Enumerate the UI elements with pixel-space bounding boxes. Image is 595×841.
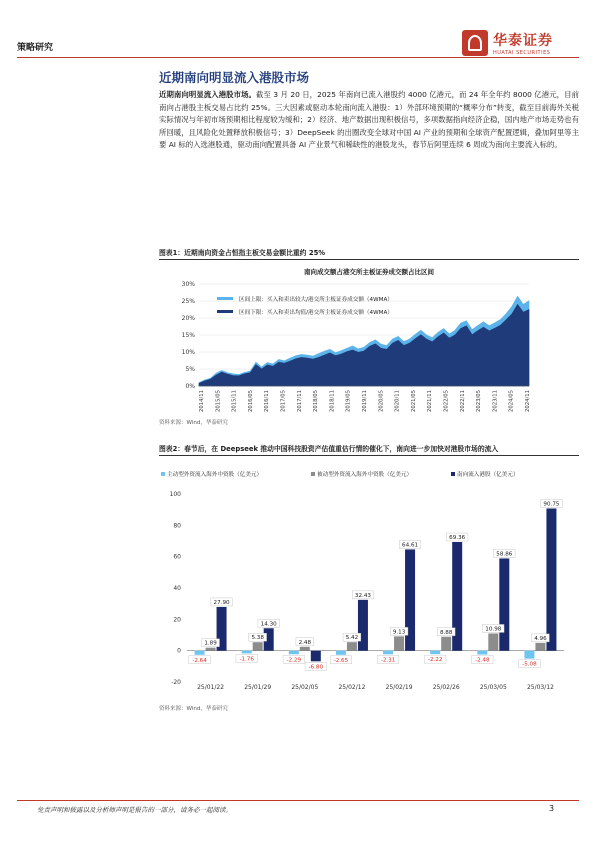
chart2-data-label: 69.36: [449, 535, 466, 542]
chart2-category-label: 25/02/19: [385, 684, 413, 691]
chart2-bar: [383, 651, 393, 655]
chart2-bar: [477, 651, 487, 655]
chart2-data-label: 32.43: [354, 592, 371, 599]
chart2-bar: [195, 651, 205, 655]
chart2-bar: [253, 642, 263, 650]
chart2-legend-swatch: [451, 472, 455, 476]
chart1-xtick-label: 2021/11: [427, 390, 434, 413]
chart2-data-label: 58.86: [496, 551, 513, 558]
chart1-xtick-label: 2024/11: [525, 390, 531, 413]
chart1-xtick-label: 2019/05: [345, 390, 352, 413]
chart2-data-label: 27.90: [213, 599, 230, 606]
paragraph-lead: 近期南向明显流入港股市场。: [159, 90, 257, 99]
chart2-ytick-label: 100: [169, 491, 181, 498]
chart1-title: 南向成交额占港交所主板证券成交额占比区间: [304, 268, 434, 276]
chart1-xtick-label: 2020/11: [394, 390, 401, 413]
chart1-ytick-label: 5%: [185, 366, 195, 373]
chart2-data-label: -6.80: [308, 664, 324, 671]
chart1-xtick-label: 2017/05: [280, 390, 287, 413]
chart2-bar: [336, 651, 346, 655]
chart2-data-label: -2.31: [380, 657, 396, 664]
chart2-data-label: -2.48: [475, 657, 490, 664]
chart1-xtick-label: 2021/05: [410, 390, 417, 413]
chart2-data-label: -2.29: [286, 657, 302, 664]
chart2-legend-swatch: [311, 472, 315, 476]
figure2-title: [159, 443, 579, 453]
chart2-bar: [488, 633, 498, 650]
chart2-data-label: -2.65: [333, 657, 349, 664]
chart1-xtick-label: 2022/11: [459, 390, 466, 413]
chart2-bar: [535, 643, 545, 651]
figure1-title: [159, 247, 325, 257]
chart1-legend-swatch: [217, 310, 233, 313]
chart1-ytick-label: 20%: [181, 315, 195, 322]
chart1-ytick-label: 30%: [181, 281, 195, 288]
chart2-data-label: 1.89: [204, 640, 217, 647]
chart1-xtick-label: 2019/11: [362, 390, 368, 413]
chart2-legend-swatch: [161, 472, 165, 476]
chart2-bar: [289, 651, 299, 655]
chart2-ytick-label: 0: [177, 647, 181, 655]
chart2-ytick-label: 80: [173, 522, 181, 530]
chart2-data-label: 5.38: [251, 635, 264, 642]
chart2-data-label: 2.48: [298, 639, 312, 646]
figure1-divider: [159, 259, 579, 260]
body-paragraph: [159, 89, 579, 152]
chart1-xtick-label: 2020/05: [378, 390, 385, 413]
chart2-legend-label: 被动型外资流入海外中资股（亿美元）: [317, 472, 413, 478]
chart2-legend-label: 主动型外资流入海外中资股（亿美元）: [167, 472, 263, 478]
chart1-legend-swatch: [217, 297, 233, 300]
figure1-label: 图表1：: [159, 249, 185, 257]
figure2-source: 资料来源：Wind，华泰研究: [159, 706, 228, 712]
chart1-ytick-label: 0%: [185, 383, 195, 390]
chart2-data-label: -5.08: [522, 661, 537, 668]
chart1-xtick-label: 2017/11: [296, 390, 303, 413]
chart2-category-label: 25/01/29: [244, 684, 272, 691]
chart2-bar: [524, 651, 534, 659]
chart2-data-label: -2.22: [427, 657, 443, 664]
chart1-legend-label: 区间下限：买入和卖出均值/港交所主板证券成交额（4WMA）: [239, 310, 393, 316]
figure2-chart: [159, 458, 579, 698]
huatai-logo-icon: [462, 30, 488, 56]
chart2-bar: [441, 637, 451, 651]
page-number: 3: [549, 804, 555, 813]
chart1-legend-label: 区间上限：买入和卖出较大/港交所主板证券成交额（4WMA）: [239, 297, 393, 303]
chart2-bar: [206, 648, 216, 651]
chart2-bar: [546, 508, 556, 650]
chart2-bar: [430, 651, 440, 654]
chart2-category-label: 25/01/22: [197, 684, 225, 691]
chart2-bar: [499, 558, 509, 650]
chart1-xtick-label: 2022/05: [443, 390, 450, 413]
chart1-xtick-label: 2023/05: [476, 390, 483, 413]
chart1-xtick-label: 2016/05: [247, 390, 254, 413]
figure1-source: 资料来源：Wind，华泰研究: [159, 420, 228, 426]
chart1-ytick-label: 15%: [181, 332, 195, 339]
chart1-xtick-label: 2016/11: [264, 390, 271, 413]
brand-name-cn: 华泰证券: [493, 33, 553, 49]
chart2-bar: [300, 647, 310, 651]
chart2-category-label: 25/03/12: [526, 684, 554, 691]
figure2-title-text: 春节后，在 Deepseek 推动中国科技股资产估值重估行情的催化下，南向进一步加快对港股市场的流入: [184, 445, 499, 453]
chart1-xtick-label: 2024/05: [508, 390, 515, 413]
chart2-data-label: -2.64: [192, 657, 207, 664]
chart2-category-label: 25/03/05: [479, 684, 507, 691]
chart2-ytick-label: 40: [173, 585, 181, 592]
footer-disclaimer: 免责声明和披露以及分析师声明是报告的一部分，请务必一起阅读。: [37, 806, 232, 814]
chart2-bar: [347, 642, 357, 650]
chart1-xtick-label: 2015/05: [215, 390, 222, 413]
chart2-bar: [358, 600, 368, 651]
report-category: 策略研究: [17, 43, 54, 53]
chart2-bar: [394, 636, 404, 650]
chart1-xtick-label: 2015/11: [231, 390, 238, 413]
chart2-bar: [311, 651, 321, 662]
chart2-data-label: 8.88: [439, 629, 453, 636]
chart2-data-label: 5.42: [345, 635, 359, 642]
chart1-xtick-label: 2018/11: [329, 390, 336, 413]
brand-name-en: HUATAI SECURITIES: [493, 50, 551, 56]
chart2-category-label: 25/02/05: [291, 684, 319, 691]
figure2-label: 图表2：: [159, 445, 185, 453]
figure1-title-text: 近期南向资金占恒指主板交易金额比重约 25%: [184, 249, 326, 257]
chart1-series-area-2: [199, 304, 529, 386]
figure2-divider: [159, 455, 579, 456]
chart2-data-label: 10.98: [485, 626, 502, 633]
chart2-data-label: 4.96: [534, 635, 547, 642]
chart2-ytick-label: 20: [173, 616, 181, 624]
chart1-ytick-label: 25%: [181, 298, 195, 305]
chart2-legend-label: 南向流入港股（亿美元）: [457, 472, 519, 478]
chart2-category-label: 25/02/12: [338, 684, 366, 691]
chart2-ytick-label: -20: [171, 679, 181, 686]
figure1-chart: [159, 262, 579, 414]
footer-divider: [17, 800, 579, 801]
chart1-xtick-label: 2014/11: [199, 390, 205, 413]
paragraph-text: 截至 3 月 20 日，2025 年南向已流入港股约 4000 亿港元，而 24 年全年约 8000 亿港元，目前南向占港股主板交易占比约 25%。三大因素或驱动本轮南向流入港股：1）外部环境预期的“概率分布”转变，截至目前海外关税实际情况与年初市场预期相比程度较为缓和；2）经济、地产数据出现积极信号，多项数据指向经济企稳，国内地产市场走势也有所回暖，且风险化处置释放积极信号；3）DeepSeek 的出圈改变全球对中国 AI 产业的预期和全球资产配置逻辑，叠加阿里等主要 AI 标的入选港股通，驱动南向配置具备 AI 产业景气和稀缺性的港股龙头，春节后阿里连续 6 周成为南向主要流入标的。: [159, 90, 579, 150]
chart2-ytick-label: 60: [173, 553, 181, 561]
chart2-data-label: 90.75: [543, 501, 560, 508]
header-divider: [17, 57, 579, 58]
chart2-data-label: 9.13: [392, 629, 406, 636]
chart1-xtick-label: 2023/11: [492, 390, 499, 413]
chart2-bar: [242, 651, 252, 654]
chart2-data-label: 14.30: [260, 621, 277, 628]
chart2-data-label: 64.61: [402, 542, 419, 549]
chart1-ytick-label: 10%: [181, 349, 195, 356]
brand-logo: [462, 30, 553, 56]
chart2-category-label: 25/02/26: [432, 684, 460, 691]
chart2-data-label: -1.76: [239, 656, 254, 663]
section-title: 近期南向明显流入港股市场: [159, 70, 310, 85]
chart1-xtick-label: 2018/05: [313, 390, 320, 413]
